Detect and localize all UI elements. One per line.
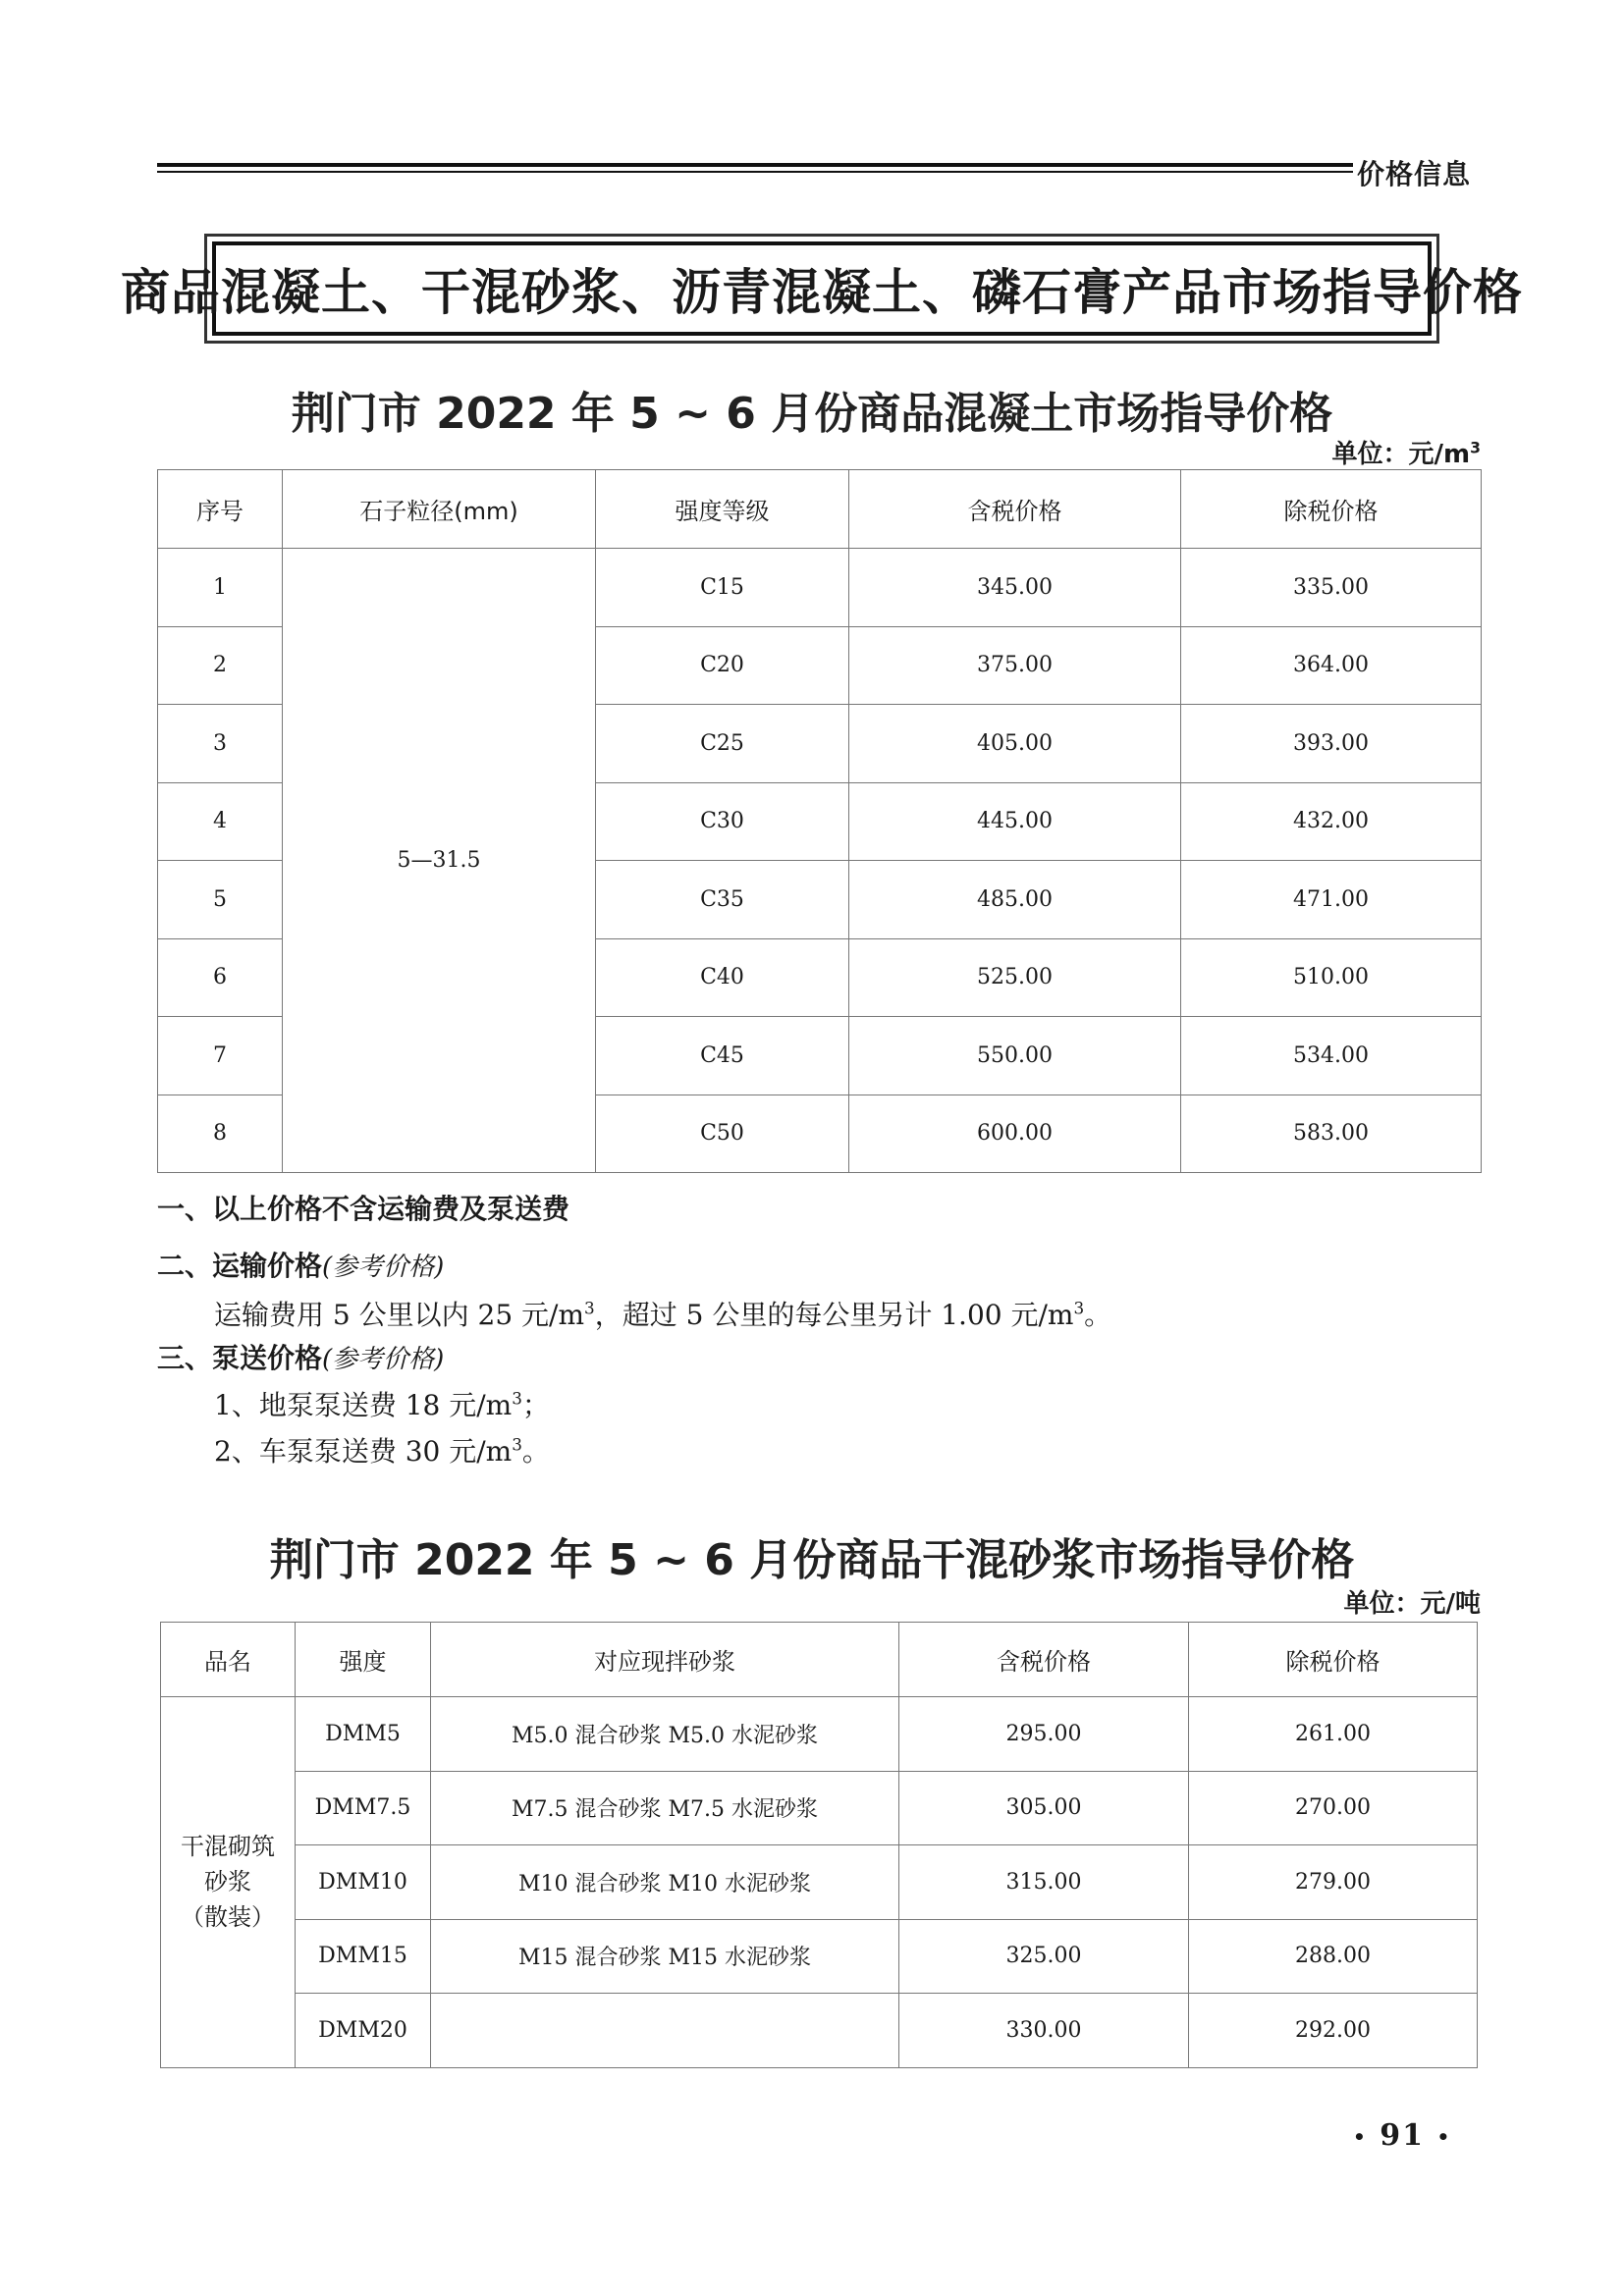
- row-tax-incl: 405.00: [849, 705, 1181, 783]
- note-1: 一、以上价格不含运输费及泵送费: [157, 1193, 570, 1225]
- mortar-header-tax-excl: 除税价格: [1189, 1623, 1478, 1697]
- row-tax-excl: 279.00: [1189, 1845, 1478, 1920]
- header-rule-thin: [157, 171, 1353, 173]
- concrete-unit-sup: 3: [1470, 439, 1481, 457]
- row-grade: C50: [596, 1095, 849, 1173]
- note-3-item-2-end: 。: [521, 1435, 550, 1468]
- aggregate-size-cell: 5—31.5: [283, 549, 596, 1173]
- note-3-item-1-sup: 3: [512, 1388, 522, 1409]
- row-strength: DMM10: [296, 1845, 431, 1920]
- concrete-header-no: 序号: [158, 470, 283, 549]
- row-strength: DMM7.5: [296, 1771, 431, 1845]
- note-3-item-1-text: 1、地泵泵送费 18 元/m: [214, 1389, 513, 1421]
- banner-inner-frame: [121, 241, 1523, 336]
- mortar-unit: 单位：元/吨: [1343, 1589, 1481, 1619]
- table-row: [161, 1845, 1478, 1920]
- header-rule: [157, 163, 1353, 175]
- page-number-text: 91: [1380, 2118, 1425, 2153]
- row-tax-excl: 393.00: [1181, 705, 1482, 783]
- concrete-header-aggregate: 石子粒径(mm): [283, 470, 596, 549]
- concrete-header-row: [158, 470, 1482, 549]
- note-2-sup-a: 3: [584, 1298, 595, 1318]
- mortar-product-line-2: 砂浆: [204, 1868, 251, 1896]
- note-3-item-2: [214, 1430, 550, 1469]
- row-no: 8: [158, 1095, 283, 1173]
- mortar-header-row: [161, 1623, 1478, 1697]
- row-equivalent: M7.5 混合砂浆 M7.5 水泥砂浆: [431, 1771, 899, 1845]
- row-equivalent: [431, 1994, 899, 2068]
- note-3-head: 三、泵送价格: [157, 1342, 323, 1374]
- note-3-item-1: [214, 1384, 550, 1423]
- row-tax-incl: 600.00: [849, 1095, 1181, 1173]
- row-tax-incl: 305.00: [899, 1771, 1189, 1845]
- table-row: [161, 1919, 1478, 1994]
- row-grade: C25: [596, 705, 849, 783]
- row-tax-incl: 345.00: [849, 549, 1181, 627]
- row-equivalent: M5.0 混合砂浆 M5.0 水泥砂浆: [431, 1697, 899, 1772]
- row-tax-incl: 295.00: [899, 1697, 1189, 1772]
- section-label: 价格信息: [1357, 158, 1472, 190]
- note-3-item-1-end: ；: [521, 1389, 550, 1421]
- mortar-header-tax-incl: 含税价格: [899, 1623, 1189, 1697]
- page-bullet-right: •: [1436, 2125, 1452, 2149]
- row-tax-excl: 471.00: [1181, 861, 1482, 939]
- row-tax-incl: 325.00: [899, 1919, 1189, 1994]
- row-no: 1: [158, 549, 283, 627]
- table-row: [161, 1771, 1478, 1845]
- note-2-body-a: 运输费用 5 公里以内 25 元/m: [214, 1299, 585, 1331]
- note-3-item-2-sup: 3: [512, 1434, 522, 1455]
- row-tax-incl: 525.00: [849, 938, 1181, 1017]
- row-no: 4: [158, 782, 283, 861]
- table-row: [158, 549, 1482, 627]
- row-grade: C30: [596, 782, 849, 861]
- row-tax-excl: 510.00: [1181, 938, 1482, 1017]
- note-2-body-c: 。: [1084, 1299, 1112, 1331]
- mortar-product-line-3: （散装）: [181, 1903, 275, 1932]
- mortar-header-equivalent: 对应现拌砂浆: [431, 1623, 899, 1697]
- note-2-body: [214, 1294, 1111, 1333]
- row-tax-excl: 534.00: [1181, 1017, 1482, 1095]
- row-tax-incl: 315.00: [899, 1845, 1189, 1920]
- table-row: [161, 1994, 1478, 2068]
- row-tax-incl: 550.00: [849, 1017, 1181, 1095]
- row-tax-incl: 485.00: [849, 861, 1181, 939]
- row-tax-incl: 330.00: [899, 1994, 1189, 2068]
- row-tax-excl: 292.00: [1189, 1994, 1478, 2068]
- mortar-header-strength: 强度: [296, 1623, 431, 1697]
- mortar-price-table: [160, 1622, 1478, 2068]
- row-tax-excl: 432.00: [1181, 782, 1482, 861]
- concrete-unit: [1332, 434, 1481, 470]
- row-no: 5: [158, 861, 283, 939]
- banner-frame: [121, 234, 1523, 344]
- mortar-product-line-1: 干混砌筑: [181, 1833, 275, 1861]
- note-2-body-b: ，超过 5 公里的每公里另计 1.00 元/m: [594, 1299, 1074, 1331]
- row-tax-excl: 270.00: [1189, 1771, 1478, 1845]
- row-tax-excl: 288.00: [1189, 1919, 1478, 1994]
- row-grade: C40: [596, 938, 849, 1017]
- table-row: [161, 1697, 1478, 1772]
- page-number: [1353, 2118, 1451, 2153]
- concrete-price-table: [157, 469, 1482, 1173]
- note-2-head: 二、运输价格: [157, 1250, 323, 1282]
- mortar-product-cell: [161, 1697, 296, 2068]
- concrete-unit-text: 单位：元/m: [1331, 440, 1471, 469]
- row-tax-incl: 445.00: [849, 782, 1181, 861]
- mortar-header-product: 品名: [161, 1623, 296, 1697]
- row-strength: DMM20: [296, 1994, 431, 2068]
- row-tax-excl: 364.00: [1181, 626, 1482, 705]
- note-2-ref: (参考价格): [322, 1253, 445, 1282]
- concrete-table-title: 荆门市 2022 年 5 ~ 6 月份商品混凝土市场指导价格: [291, 389, 1333, 439]
- note-2-sup-b: 3: [1073, 1298, 1085, 1318]
- concrete-header-tax-excl: 除税价格: [1181, 470, 1482, 549]
- mortar-table-title: 荆门市 2022 年 5 ~ 6 月份商品干混砂浆市场指导价格: [269, 1535, 1355, 1585]
- row-tax-excl: 583.00: [1181, 1095, 1482, 1173]
- row-equivalent: M15 混合砂浆 M15 水泥砂浆: [431, 1919, 899, 1994]
- banner-title: 商品混凝土、干混砂浆、沥青混凝土、磷石膏产品市场指导价格: [121, 264, 1523, 321]
- row-no: 6: [158, 938, 283, 1017]
- concrete-header-grade: 强度等级: [596, 470, 849, 549]
- row-strength: DMM5: [296, 1697, 431, 1772]
- row-tax-incl: 375.00: [849, 626, 1181, 705]
- page-bullet-left: •: [1353, 2125, 1368, 2149]
- row-no: 3: [158, 705, 283, 783]
- note-3: [157, 1337, 444, 1376]
- note-2: [157, 1245, 444, 1284]
- row-no: 2: [158, 626, 283, 705]
- note-3-ref: (参考价格): [322, 1345, 445, 1374]
- row-grade: C45: [596, 1017, 849, 1095]
- row-tax-excl: 335.00: [1181, 549, 1482, 627]
- row-grade: C20: [596, 626, 849, 705]
- note-3-item-2-text: 2、车泵泵送费 30 元/m: [214, 1435, 513, 1468]
- row-strength: DMM15: [296, 1919, 431, 1994]
- row-equivalent: M10 混合砂浆 M10 水泥砂浆: [431, 1845, 899, 1920]
- row-grade: C35: [596, 861, 849, 939]
- row-grade: C15: [596, 549, 849, 627]
- concrete-header-tax-incl: 含税价格: [849, 470, 1181, 549]
- row-tax-excl: 261.00: [1189, 1697, 1478, 1772]
- header-rule-thick: [157, 163, 1353, 167]
- row-no: 7: [158, 1017, 283, 1095]
